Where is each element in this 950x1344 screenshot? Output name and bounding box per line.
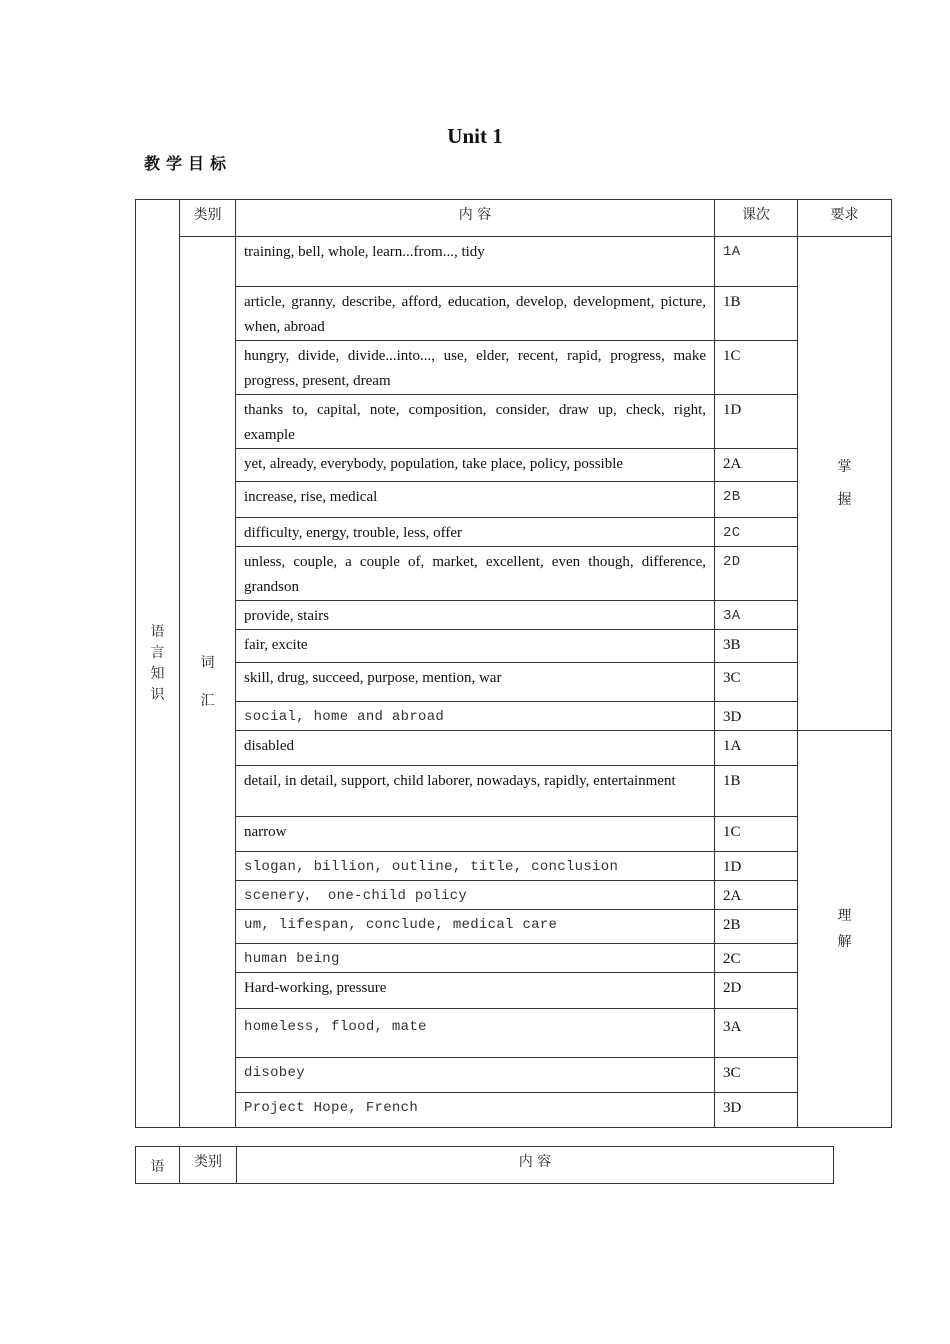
lesson-cell: 1C — [715, 341, 798, 395]
table-row — [136, 395, 892, 449]
category-label: 词 — [200, 655, 215, 671]
lesson-cell: 1B — [715, 287, 798, 341]
content-cell: provide, stairs — [236, 601, 715, 630]
table-row — [136, 702, 892, 731]
content-cell: disobey — [236, 1058, 715, 1093]
table-row — [136, 910, 892, 944]
content-cell: Hard-working, pressure — [236, 973, 715, 1009]
lesson-cell: 2C — [715, 944, 798, 973]
content-cell: difficulty, energy, trouble, less, offer — [236, 518, 715, 547]
lesson-cell: 1B — [715, 766, 798, 817]
table-row — [136, 1009, 892, 1058]
header-content: 内 容 — [236, 200, 715, 237]
content-cell: um, lifespan, conclude, medical care — [236, 910, 715, 944]
content-cell: Project Hope, French — [236, 1093, 715, 1128]
requirement-label: 解 — [837, 934, 852, 950]
table-row — [136, 973, 892, 1009]
table-row — [136, 287, 892, 341]
lesson-cell: 3D — [715, 1093, 798, 1128]
table-row — [136, 237, 892, 287]
lesson-cell: 3B — [715, 630, 798, 663]
content-cell: yet, already, everybody, population, take place, policy, possible — [236, 449, 715, 482]
lesson-cell: 1D — [715, 852, 798, 881]
lesson-cell: 1A — [715, 731, 798, 766]
grammar-objectives-table — [135, 1146, 834, 1184]
header-category: 类别 — [180, 1147, 237, 1184]
table-row — [136, 817, 892, 852]
table-header-row — [136, 200, 892, 237]
section-cell: 语 — [136, 1147, 180, 1184]
lesson-cell: 3A — [715, 1009, 798, 1058]
table-row — [136, 1093, 892, 1128]
table-row — [136, 449, 892, 482]
lesson-cell: 1D — [715, 395, 798, 449]
requirement-label: 掌 — [837, 458, 852, 475]
table-header-row — [136, 1147, 834, 1184]
lesson-cell: 2B — [715, 910, 798, 944]
lesson-cell: 2D — [715, 973, 798, 1009]
header-content: 内 容 — [237, 1147, 834, 1184]
table-row — [136, 852, 892, 881]
lesson-cell: 3C — [715, 663, 798, 702]
table-row — [136, 341, 892, 395]
content-cell: increase, rise, medical — [236, 482, 715, 518]
content-cell: skill, drug, succeed, purpose, mention, war — [236, 663, 715, 702]
table-row — [136, 547, 892, 601]
lesson-cell: 3C — [715, 1058, 798, 1093]
content-cell: training, bell, whole, learn...from..., tidy — [236, 237, 715, 287]
category-label: 汇 — [200, 693, 215, 709]
requirement-label: 理 — [837, 908, 852, 924]
table-row — [136, 663, 892, 702]
lesson-cell: 2A — [715, 449, 798, 482]
section-label: 语 — [150, 623, 165, 640]
lesson-cell: 2B — [715, 482, 798, 518]
section-subtitle: 教学目标 — [144, 154, 233, 173]
content-cell: homeless, flood, mate — [236, 1009, 715, 1058]
requirement-understand-cell — [798, 731, 892, 1128]
lesson-cell: 2A — [715, 881, 798, 910]
header-requirement: 要求 — [798, 200, 892, 237]
section-label: 识 — [150, 686, 165, 703]
content-cell: narrow — [236, 817, 715, 852]
section-label: 言 — [150, 644, 165, 661]
lesson-cell: 1A — [715, 237, 798, 287]
content-cell: fair, excite — [236, 630, 715, 663]
table-row — [136, 881, 892, 910]
table-row — [136, 766, 892, 817]
section-cell — [136, 200, 180, 1128]
content-cell: disabled — [236, 731, 715, 766]
lesson-cell: 3D — [715, 702, 798, 731]
content-cell: unless, couple, a couple of, market, excellent, even though, difference, grandson — [236, 547, 715, 601]
requirement-label: 握 — [837, 491, 852, 508]
content-cell: thanks to, capital, note, composition, consider, draw up, check, right, example — [236, 395, 715, 449]
header-lesson: 课次 — [715, 200, 798, 237]
content-cell: detail, in detail, support, child laborer, nowadays, rapidly, entertainment — [236, 766, 715, 817]
lesson-cell: 3A — [715, 601, 798, 630]
table-row — [136, 944, 892, 973]
table-row — [136, 1058, 892, 1093]
table-row — [136, 630, 892, 663]
content-cell: social, home and abroad — [236, 702, 715, 731]
lesson-cell: 1C — [715, 817, 798, 852]
table-row — [136, 518, 892, 547]
requirement-master-cell — [798, 237, 892, 731]
document-title: Unit 1 — [447, 124, 503, 148]
lesson-cell: 2C — [715, 518, 798, 547]
content-cell: scenery， one-child policy — [236, 881, 715, 910]
table-row — [136, 731, 892, 766]
category-cell — [180, 237, 236, 1128]
table-row — [136, 482, 892, 518]
content-cell: hungry, divide, divide...into..., use, elder, recent, rapid, progress, make progress, present, dream — [236, 341, 715, 395]
content-cell: human being — [236, 944, 715, 973]
header-category: 类别 — [180, 200, 236, 237]
table-row — [136, 601, 892, 630]
vocabulary-objectives-table — [135, 199, 892, 1128]
content-cell: article, granny, describe, afford, education, develop, development, picture, when, abroad — [236, 287, 715, 341]
content-cell: slogan, billion, outline, title, conclusion — [236, 852, 715, 881]
lesson-cell: 2D — [715, 547, 798, 601]
section-label: 知 — [150, 665, 165, 682]
